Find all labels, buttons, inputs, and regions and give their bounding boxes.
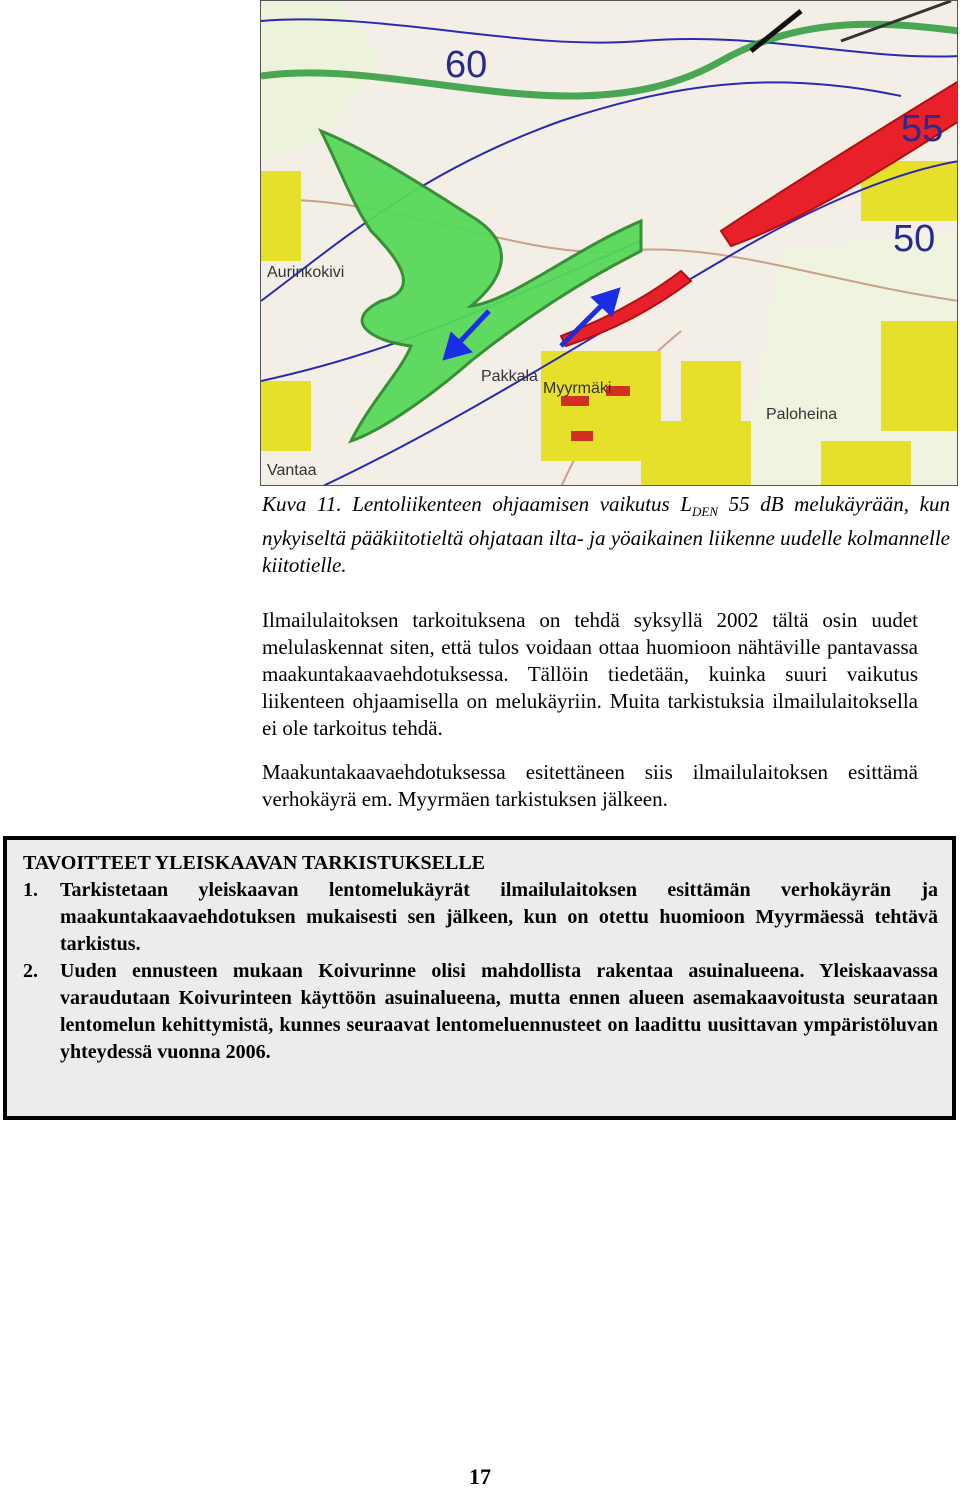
contour-label-50: 50 [893,218,936,260]
caption-subscript: DEN [692,504,719,520]
figure-caption [262,491,950,579]
caption-prefix: Kuva 11. Lentoliikenteen ohjaamisen vaikutus L [262,492,693,516]
map-graphic [261,1,958,486]
place-label-paloheina: Paloheina [766,406,838,423]
place-label-myyrmaki: Myyrmäki [543,380,612,397]
goal-number: 1. [23,879,38,901]
page-number: 17 [469,1464,491,1489]
paragraph-2: Maakuntakaavaehdotuksessa esitettäneen siis ilmailulaitoksen esittämä verhokäyrä em. Myyrmäen tarkistuksen jälkeen. [262,760,918,811]
noise-contour-map [260,0,958,486]
goal-item [23,958,938,1066]
caption-suffix: 55 dB melukäyrään, kun nykyiseltä pääkiitotieltä ohjataan ilta- ja yöaikainen liikenne uudelle kolmannelle kiitotielle. [262,492,950,578]
goal-item [23,877,938,958]
contour-label-60: 60 [445,44,488,86]
goal-text: Tarkistetaan yleiskaavan lentomelukäyrät ilmailulaitoksen esittämän verhokäyrän ja maakuntakaavaehdotuksen mukaisesti sen jälkeen, kun on otettu huomioon Myyrmäessä tehtävä tarkistus. [60,879,938,955]
goal-number: 2. [23,960,38,982]
goals-title: TAVOITTEET YLEISKAAVAN TARKISTUKSELLE [23,852,486,874]
goal-text: Uuden ennusteen mukaan Koivurinne olisi mahdollista rakentaa asuinalueena. Yleiskaavassa varaudutaan Koivurinteen käyttöön asuinalueena, mutta ennen alueen asemakaavoitusta seurataan lentomelun kehittymistä, kunnes seuraavat lentomeluennusteet on laadittu uusittavan ympäristöluvan yhteydessä vuonna 2006. [60,960,938,1063]
contour-label-55: 55 [901,108,944,150]
place-label-pakkala: Pakkala [481,368,538,385]
goals-box [3,836,956,1120]
place-label-aurinkokivi: Aurinkokivi [267,264,345,281]
place-label-vantaa: Vantaa [267,462,317,479]
paragraph-1: Ilmailulaitoksen tarkoituksena on tehdä syksyllä 2002 tältä osin uudet melulaskennat siten, että tulos voidaan ottaa huomioon nähtäville pantavassa maakuntakaavaehdotuksessa. Tällöin tiedetään, kuinka suuri vaikutus liikenteen ohjaamisella on melukäyriin. Muita tarkistuksia ilmailulaitoksella ei ole tarkoitus tehdä. [262,608,918,740]
